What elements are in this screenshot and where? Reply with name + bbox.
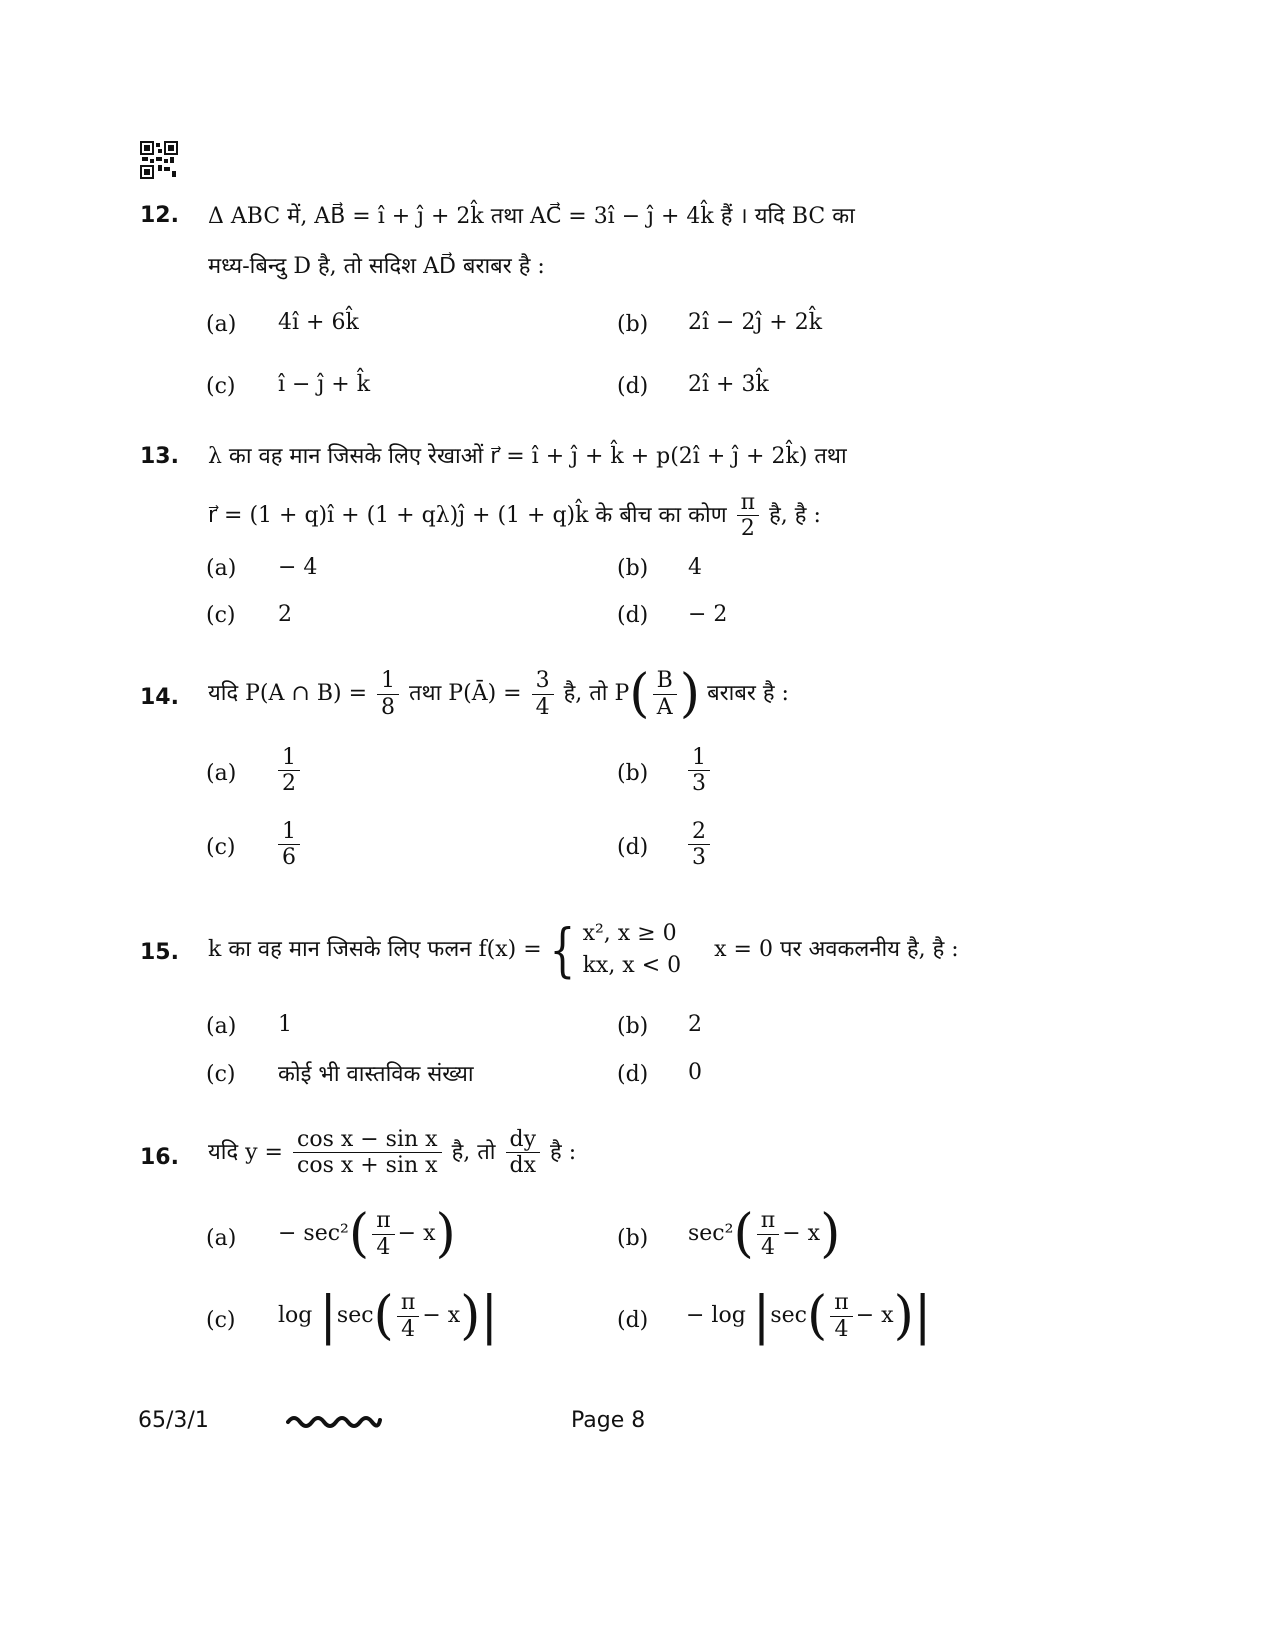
option-label: (d) — [617, 835, 649, 860]
option-text: î − ĵ + k̂ — [278, 372, 371, 397]
question-text: λ का वह मान जिसके लिए रेखाओं r⃗ = î + ĵ + k̂ + p(2î + ĵ + 2k̂) तथा — [208, 444, 847, 469]
option-text: 2 — [688, 1012, 702, 1037]
question-number: 14. — [140, 685, 179, 710]
option-label: (c) — [206, 835, 236, 860]
page-number: Page 8 — [571, 1408, 646, 1433]
question-text: k का वह मान जिसके लिए फलन f(x) = { x², x ≥ 0 kx, x < 0 x = 0 पर अवकलनीय है, है : — [208, 915, 959, 984]
question-number: 13. — [140, 444, 179, 469]
option-label: (a) — [206, 1226, 237, 1251]
qr-code — [140, 141, 178, 179]
tilde-ornament — [286, 1408, 382, 1432]
question-number: 15. — [140, 940, 179, 965]
option-label: (c) — [206, 1062, 236, 1087]
option-label: (d) — [617, 374, 649, 399]
question-text: यदि P(A ∩ B) = $\frac{1}{8}$ तथा P(Ā) = $\frac{3}{4}$ है, तो P( $\frac{B}{A}$ ) बराबर है : — [208, 664, 789, 724]
question-text: मध्य-बिन्दु D है, तो सदिश AD⃗ बराबर है : — [208, 254, 545, 279]
option-label: (b) — [617, 761, 649, 786]
option-text: कोई भी वास्तविक संख्या — [278, 1062, 474, 1087]
option-label: (c) — [206, 374, 236, 399]
option-text: 2 — [278, 602, 292, 627]
option-label: (a) — [206, 1014, 237, 1039]
option-label: (b) — [617, 1014, 649, 1039]
question-text: Δ ABC में, AB⃗ = î + ĵ + 2k̂ तथा AC⃗ = 3î − ĵ + 4k̂ हैं । यदि BC का — [208, 204, 855, 229]
option-label: (d) — [617, 603, 649, 628]
question-number: 16. — [140, 1145, 179, 1170]
option-fraction: $\frac{2}{3}$ — [685, 819, 713, 871]
option-text: − 2 — [688, 602, 728, 627]
option-fraction: $\frac{1}{6}$ — [275, 819, 303, 871]
option-label: (b) — [617, 312, 649, 337]
question-number: 12. — [140, 203, 179, 228]
paper-code: 65/3/1 — [138, 1408, 209, 1433]
option-label: (c) — [206, 1308, 236, 1333]
option-text: log |sec( $\frac{\pi}{4}$ − x)| — [278, 1286, 498, 1346]
option-text: 1 — [278, 1012, 292, 1037]
option-text: 2î + 3k̂ — [688, 372, 769, 397]
option-label: (a) — [206, 556, 237, 581]
option-fraction: $\frac{1}{3}$ — [685, 745, 713, 797]
option-text: 0 — [688, 1060, 702, 1085]
option-text: 4î + 6k̂ — [278, 310, 359, 335]
option-text: 2î − 2ĵ + 2k̂ — [688, 310, 823, 335]
option-fraction: $\frac{1}{2}$ — [275, 745, 303, 797]
option-text: − 4 — [278, 555, 318, 580]
option-text: 4 — [688, 555, 702, 580]
option-label: (d) — [617, 1062, 649, 1087]
option-text: sec²( $\frac{\pi}{4}$ − x) — [688, 1204, 841, 1264]
option-label: (a) — [206, 312, 237, 337]
option-label: (c) — [206, 603, 236, 628]
option-label: (a) — [206, 761, 237, 786]
question-text: यदि y = $\frac{\text{cos x − sin x}}{\text{cos x + sin x}}$ है, तो $\frac{dy}{dx}$ है : — [208, 1127, 577, 1179]
option-label: (b) — [617, 1226, 649, 1251]
option-text: − log |sec( $\frac{\pi}{4}$ − x)| — [686, 1286, 932, 1346]
option-text: − sec²( $\frac{\pi}{4}$ − x) — [278, 1204, 456, 1264]
option-label: (b) — [617, 556, 649, 581]
question-text: r⃗ = (1 + q)î + (1 + qλ)ĵ + (1 + q)k̂ के बीच का कोण $\frac{\pi}{2}$ है, है : — [208, 490, 821, 542]
option-label: (d) — [617, 1308, 649, 1333]
